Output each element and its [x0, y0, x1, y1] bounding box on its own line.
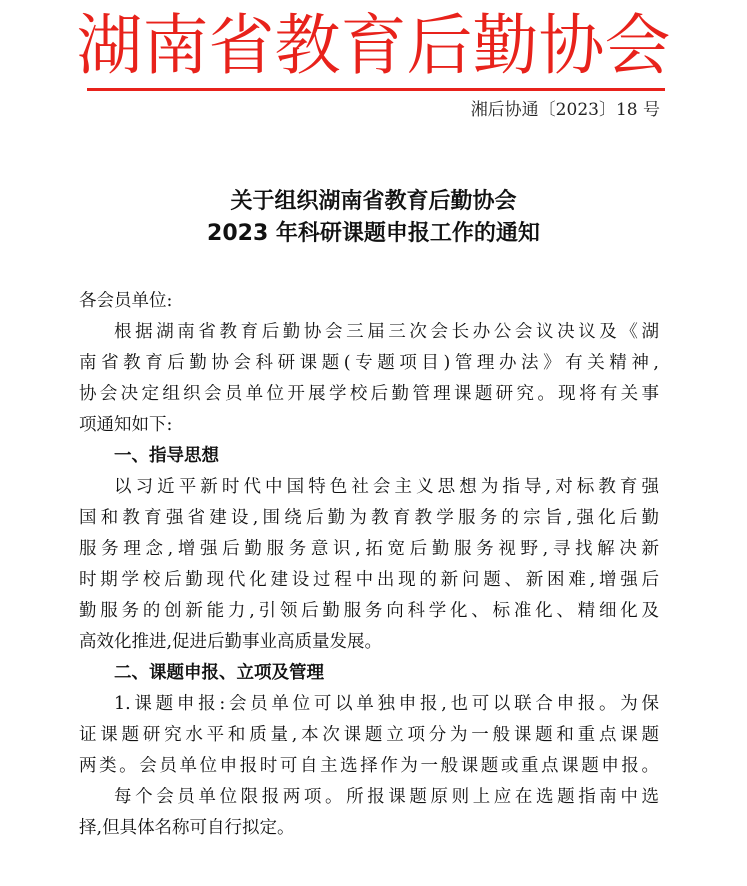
intro-line: 项通知如下:	[79, 415, 173, 435]
section2-line: 择,但具体名称可自行拟定。	[79, 818, 295, 838]
section2-line: 1.课题申报:会员单位可以单独申报,也可以联合申报。为保	[114, 694, 659, 714]
section1-line: 勤服务的创新能力,引领后勤服务向科学化、标准化、精细化及	[79, 601, 659, 621]
section2-item1-continuation	[79, 782, 659, 844]
section2-item1-paragraph	[79, 689, 659, 782]
section1-line: 高效化推进,促进后勤事业高质量发展。	[79, 632, 383, 652]
section1-line: 服务理念,增强后勤服务意识,拓宽后勤服务视野,寻找解决新	[79, 539, 659, 559]
section2-line: 每个会员单位限报两项。所报课题原则上应在选题指南中选	[114, 787, 659, 807]
section-heading-guiding-ideology: 一、指导思想	[114, 446, 219, 466]
section1-paragraph	[79, 472, 659, 658]
document-number: 湘后协通〔2023〕18 号	[470, 100, 660, 120]
section1-line: 国和教育强省建设,围绕后勤为教育教学服务的宗旨,强化后勤	[79, 508, 659, 528]
intro-line: 根据湖南省教育后勤协会三届三次会长办公会议决议及《湖	[114, 322, 659, 342]
notice-title-line-2: 2023 年科研课题申报工作的通知	[207, 221, 540, 246]
section1-line: 时期学校后勤现代化建设过程中出现的新问题、新困难,增强后	[79, 570, 659, 590]
notice-title-line-1: 关于组织湖南省教育后勤协会	[230, 189, 517, 214]
masthead-red-rule	[87, 88, 665, 91]
masthead-title: 湖南省教育后勤协会	[76, 7, 671, 84]
intro-line: 协会决定组织会员单位开展学校后勤管理课题研究。现将有关事	[79, 384, 659, 404]
section2-line: 证课题研究水平和质量,本次课题立项分为一般课题和重点课题	[79, 725, 659, 745]
intro-paragraph	[79, 317, 659, 441]
section-heading-application: 二、课题申报、立项及管理	[114, 663, 324, 683]
salutation: 各会员单位:	[79, 291, 173, 311]
section2-line: 两类。会员单位申报时可自主选择作为一般课题或重点课题申报。	[79, 756, 659, 776]
section1-line: 以习近平新时代中国特色社会主义思想为指导,对标教育强	[114, 477, 659, 497]
document-body	[79, 286, 659, 844]
intro-line: 南省教育后勤协会科研课题(专题项目)管理办法》有关精神,	[79, 353, 659, 373]
